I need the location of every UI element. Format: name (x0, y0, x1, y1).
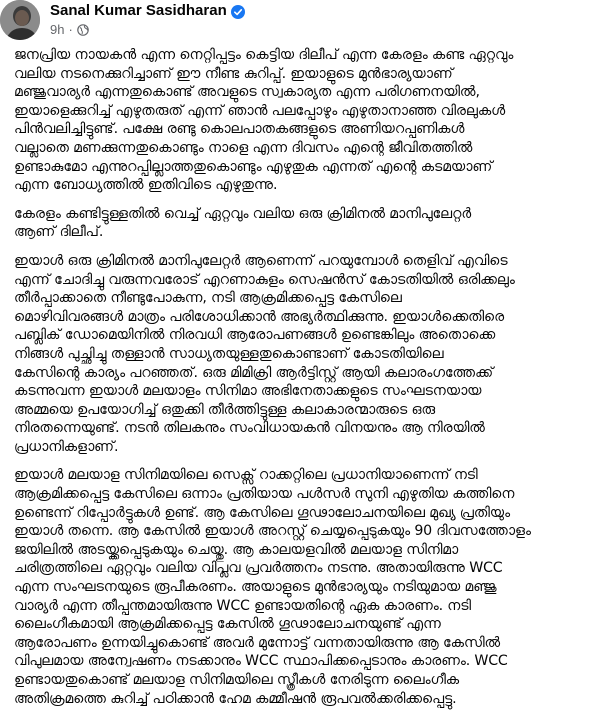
post-meta (50, 22, 89, 37)
post-time[interactable]: 9h (50, 22, 65, 37)
author-name[interactable]: Sanal Kumar Sasidharan (50, 2, 227, 19)
post-paragraph: ഇയാൾ ഒരു ക്രിമിനൽ മാനിപുലേറ്റർ ആണെന്ന് പറയുമ്പോൾ തെളിവ് എവിടെ എന്ന് ചോദിച്ചു വരുന്നവരോട് എറണാകുളം സെഷൻസ് കോടതിയിൽ ഒരിക്കലും തീർപ്പാക്കാതെ നീണ്ടുപോകുന്ന, നടി ആക്രമിക്കപ്പെട്ട കേസിലെ മൊഴിവിവരങ്ങൾ മാത്രം പരിശോധിക്കാൻ അഭ്യർത്ഥിക്കുന്നു. ഇയാൾക്കെതിരെ പബ്ലിക് ഡോമെയിനിൽ നിരവധി ആരോപണങ്ങൾ ഉണ്ടെങ്കിലും അതൊക്കെ നിങ്ങൾ പുച്ഛിച്ചു തള്ളാൻ സാധ്യതയുള്ളതുകൊണ്ടാണ് കോടതിയിലെ കേസിന്റെ കാര്യം പറഞ്ഞത്. ഒരു മിമിക്രി ആർട്ടിസ്റ്റ് ആയി കലാരംഗത്തേക്ക് കടന്നുവന്ന ഇയാൾ മലയാളം സിനിമാ അഭിനേതാക്കളുടെ സംഘടനയായ അമ്മയെ ഉപയോഗിച്ച് ഒതുക്കി തീർത്തിട്ടുള്ള കലാകാരന്മാരുടെ ഒരു നിരതന്നെയുണ്ട്. നടൻ തിലകനും സംവിധായകൻ വിനയനും ആ നിരയിൽ പ്രധാനികളാണ്. (14, 252, 515, 455)
verified-badge-icon (231, 4, 245, 18)
author-row (50, 2, 245, 19)
post-paragraph: കേരളം കണ്ടിട്ടുള്ളതിൽ വെച്ച് ഏറ്റവും വലിയ ഒരു ക്രിമിനൽ മാനിപുലേറ്റർ ആണ് ദിലീപ്. (14, 205, 472, 241)
meta-separator: · (68, 22, 73, 37)
post-paragraph: ഇയാൾ മലയാള സിനിമയിലെ സെക്സ് റാക്കറ്റിലെ പ്രധാനിയാണെന്ന് നടി ആക്രമിക്കപ്പെട്ട കേസിലെ ഒന്നാം പ്രതിയായ പൾസർ സുനി എഴുതിയ കത്തിനെ ഉണ്ടെന്ന് റിപ്പോർട്ടുകൾ ഉണ്ട്. ആ കേസിലെ ഗൂഢാലോചനയിലെ മുഖ്യ പ്രതിയും ഇയാൾ തന്നെ. ആ കേസിൽ ഇയാൾ അറസ്റ്റ് ചെയ്യപ്പെടുകയും 90 ദിവസത്തോളം ജയിലിൽ അടയ്ക്കപ്പെടുകയും ചെയ്തു. ആ കാലയളവിൽ മലയാള സിനിമാ ചരിത്രത്തിലെ ഏറ്റവും വലിയ വിപ്ലവ പ്രവർത്തനം നടന്നു. അതായിരുന്നു WCC എന്ന സംഘടനയുടെ രൂപീകരണം. അയാളുടെ മുൻഭാര്യയും നടിയുമായ മഞ്ജു വാര്യർ എന്ന തീപ്പന്തമായിരുന്നു WCC ഉണ്ടായതിന്റെ ഏക കാരണം. നടി ലൈംഗീകമായി ആക്രമിക്കപ്പെട്ട കേസിൽ ഗൂഢാലോചനയുണ്ട് എന്ന ആരോപണം ഉന്നയിച്ചുകൊണ്ട് അവർ മുന്നോട്ട് വന്നതായിരുന്നു ആ കേസിൽ വിപുലമായ അന്വേഷണം നടക്കാനും WCC സ്ഥാപിക്കപ്പെടാനും കാരണം. WCC ഉണ്ടായതുകൊണ്ട് മലയാള സിനിമയിലെ സ്ത്രീകൾ നേരിടുന്ന ലൈംഗീക അതിക്രമത്തെ കുറിച്ച് പഠിക്കാൻ ഹേമ കമ്മീഷൻ രൂപവൽക്കരിക്കപ്പെട്ടു. (14, 467, 531, 707)
post-header (0, 0, 596, 40)
avatar[interactable] (0, 0, 40, 40)
post-paragraph: ജനപ്രിയ നായകൻ എന്ന നെറ്റിപ്പട്ടം കെട്ടിയ ദിലീപ് എന്ന കേരളം കണ്ട ഏറ്റവും വലിയ നടനെക്കുറിച്ചാണ് ഈ നീണ്ട കുറിപ്പ്. ഇയാളുടെ മുൻഭാര്യയാണ് മഞ്ജുവാര്യർ എന്നതുകൊണ്ട് അവളുടെ സ്വകാര്യത എന്ന പരിഗണനയിൽ, ഇയാളെക്കുറിച്ച് എഴുതരുത് എന്ന് ഞാൻ പലപ്പോഴും എഴുതാനാഞ്ഞ വിരലുകൾ പിൻവലിച്ചിട്ടുണ്ട്. പക്ഷേ രണ്ടു കൊലപാതകങ്ങളുടെ അണിയറപ്പണികൾ വല്ലാതെ മണക്കുന്നതുകൊണ്ടും നാളെ എന്ന ദിവസം എന്റെ ജീവിതത്തിൽ ഉണ്ടാകുമോ എന്നുറപ്പില്ലാത്തതുകൊണ്ടും എഴുതുക എന്നത് എന്റെ കടമയാണ് എന്ന ബോധ്യത്തിൽ ഇതിവിടെ എഴുതുന്നു. (14, 47, 514, 194)
avatar-image (0, 0, 40, 40)
globe-icon[interactable] (77, 24, 89, 36)
post-text (14, 46, 596, 710)
